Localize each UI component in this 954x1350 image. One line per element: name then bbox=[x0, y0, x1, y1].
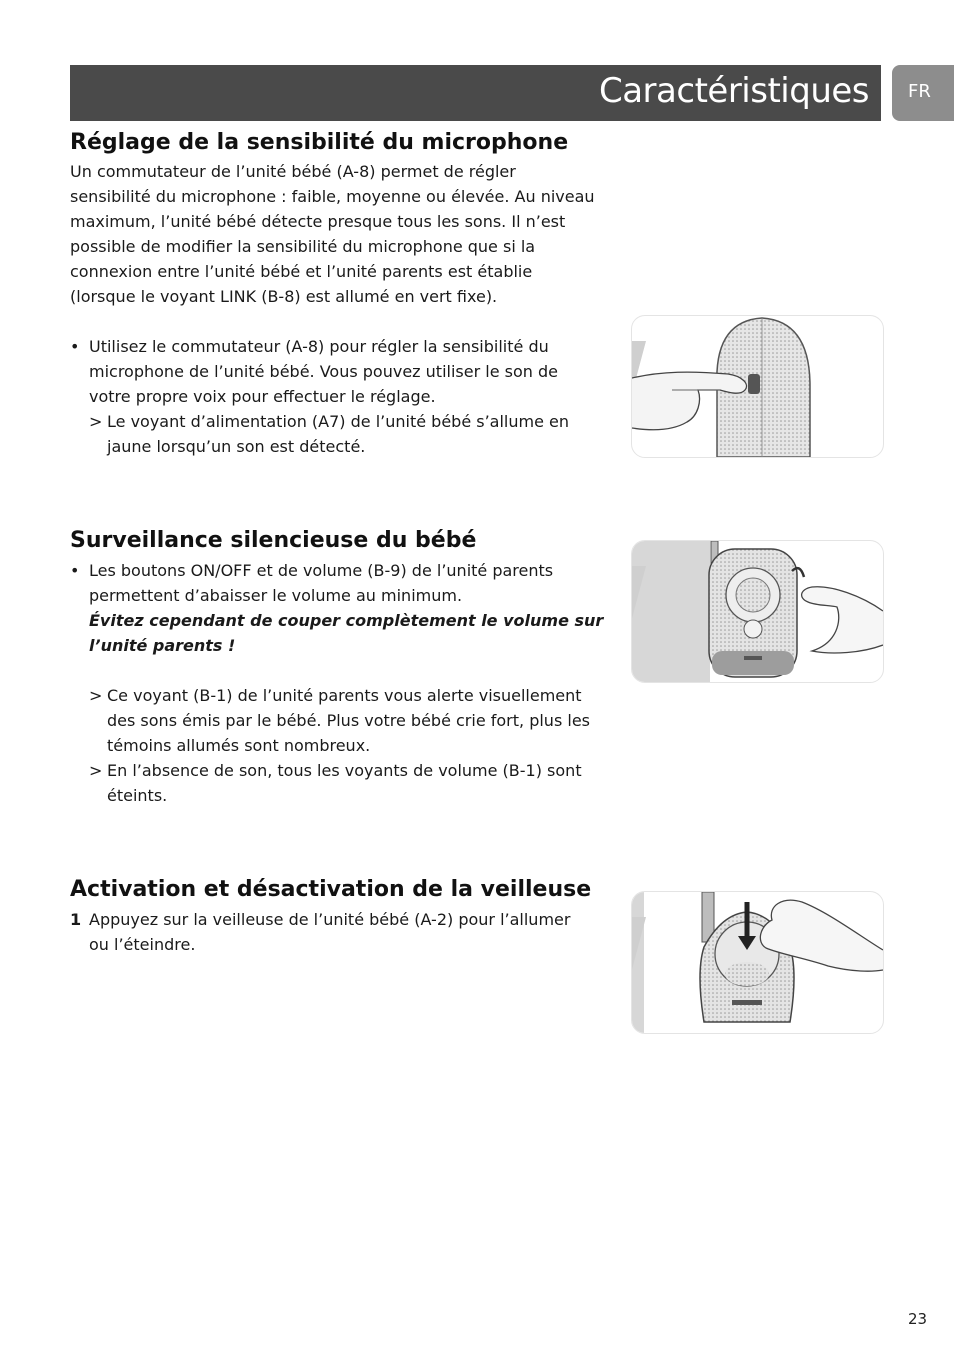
result-mark: > bbox=[89, 412, 103, 431]
bullet-mark: • bbox=[70, 561, 80, 580]
language-label: FR bbox=[908, 81, 931, 102]
result-item bbox=[89, 758, 609, 808]
text-line: Utilisez le commutateur (A-8) pour régler la sensibilité du bbox=[89, 337, 549, 356]
text-line: possible de modifier la sensibilité du microphone que si la bbox=[70, 237, 536, 256]
text-line: Les boutons ON/OFF et de volume (B-9) de l’unité parents bbox=[89, 561, 554, 580]
text-line: maximum, l’unité bébé détecte presque tous les sons. Il n’est bbox=[70, 212, 566, 231]
text-line: des sons émis par le bébé. Plus votre bébé crie fort, plus les bbox=[107, 711, 590, 730]
text-line: Le voyant d’alimentation (A7) de l’unité bébé s’allume en bbox=[107, 412, 569, 431]
nightlight-illustration bbox=[632, 892, 883, 1033]
illustration-microphone-switch bbox=[631, 315, 884, 458]
illustration-parent-unit-volume bbox=[631, 540, 884, 683]
baby-unit-switch-illustration bbox=[632, 316, 883, 457]
text-line: jaune lorsqu’un son est détecté. bbox=[107, 437, 366, 456]
language-tab bbox=[892, 65, 954, 121]
section-title-microphone: Réglage de la sensibilité du microphone bbox=[70, 130, 569, 155]
warning-line: Évitez cependant de couper complètement le volume sur bbox=[89, 611, 604, 630]
text-line: éteints. bbox=[107, 786, 168, 805]
page-title: Caractéristiques bbox=[598, 71, 869, 111]
text-line: sensibilité du microphone : faible, moyenne ou élevée. Au niveau bbox=[70, 187, 595, 206]
section-title-surveillance: Surveillance silencieuse du bébé bbox=[70, 528, 477, 553]
header-bar bbox=[70, 65, 881, 121]
result-item bbox=[89, 409, 609, 459]
bullet-mark: • bbox=[70, 337, 80, 356]
text-line: témoins allumés sont nombreux. bbox=[107, 736, 371, 755]
text-line: connexion entre l’unité bébé et l’unité parents est établie bbox=[70, 262, 533, 281]
text-line: Appuyez sur la veilleuse de l’unité bébé (A-2) pour l’allumer bbox=[89, 910, 571, 929]
result-item bbox=[89, 683, 609, 758]
step-item bbox=[70, 907, 610, 957]
text-line: Un commutateur de l’unité bébé (A-8) permet de régler bbox=[70, 162, 516, 181]
text-line: (lorsque le voyant LINK (B-8) est allumé en vert fixe). bbox=[70, 287, 498, 306]
text-line: ou l’éteindre. bbox=[89, 935, 196, 954]
paragraph-microphone bbox=[70, 159, 610, 309]
text-line: votre propre voix pour effectuer le réglage. bbox=[89, 387, 436, 406]
bullet-item bbox=[70, 558, 610, 658]
warning-line: l’unité parents ! bbox=[89, 636, 236, 655]
step-number: 1 bbox=[70, 910, 82, 929]
parent-unit-volume-illustration bbox=[632, 541, 883, 682]
text-line: microphone de l’unité bébé. Vous pouvez utiliser le son de bbox=[89, 362, 558, 381]
text-line: En l’absence de son, tous les voyants de volume (B-1) sont bbox=[107, 761, 582, 780]
illustration-nightlight bbox=[631, 891, 884, 1034]
section-title-nightlight: Activation et désactivation de la veilleuse bbox=[70, 877, 592, 902]
result-mark: > bbox=[89, 686, 103, 705]
text-line: Ce voyant (B-1) de l’unité parents vous alerte visuellement bbox=[107, 686, 582, 705]
text-line: permettent d’abaisser le volume au minimum. bbox=[89, 586, 463, 605]
result-mark: > bbox=[89, 761, 103, 780]
page-number: 23 bbox=[908, 1310, 928, 1328]
bullet-item bbox=[70, 334, 610, 409]
